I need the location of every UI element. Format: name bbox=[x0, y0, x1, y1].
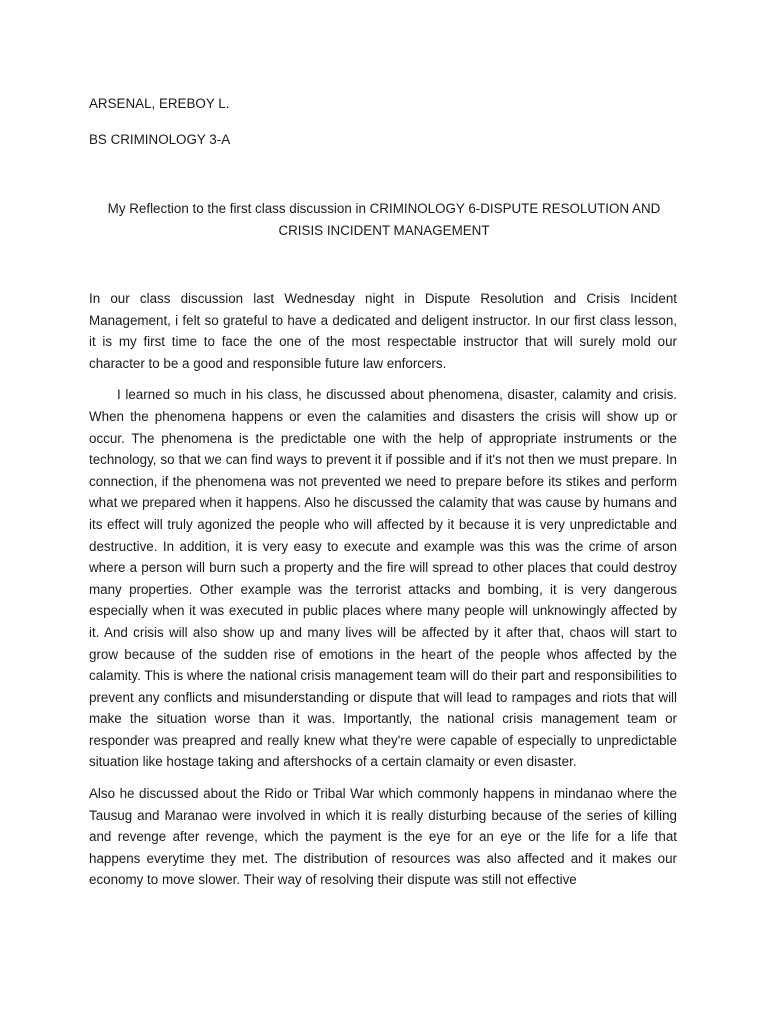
reflection-title: My Reflection to the first class discussion in CRIMINOLOGY 6-DISPUTE RESOLUTION AND CRISIS INCIDENT MANAGEMENT bbox=[107, 201, 661, 238]
paragraph-2: I learned so much in his class, he discussed about phenomena, disaster, calamity and crisis. When the phenomena happens or even the calamities and disasters the crisis will show up or occur. The phenomena is the predictable one with the help of appropriate instruments or the technology, so that we can find ways to prevent it if possible and if it's not then we must prepare. In connection, if the phenomena was not prevented we need to prepare before its stikes and perform what we prepared when it happens. Also he discussed the calamity that was cause by humans and its effect will truly agonized the people who will affected by it because it is very unpredictable and destructive. In addition, it is very easy to execute and example was this was the crime of arson where a person will burn such a property and the fire will spread to other places that could destroy many properties. Other example was the terrorist attacks and bombing, it is very dangerous especially when it was executed in public places where many people will unknowingly affected by it. And crisis will also show up and many lives will be affected by it after that, chaos will start to grow because of the sudden rise of emotions in the heart of the people whos affected by the calamity. This is where the national crisis management team will do their part and responsibilities to prevent any conflicts and misunderstanding or dispute that will lead to rampages and riots that will make the situation worse than it was. Importantly, the national crisis management team or responder was preapred and really knew what they're were capable of especially to unpredictable situation like hostage taking and aftershocks of a certain clamaity or even disaster. bbox=[89, 387, 677, 770]
reflection-body bbox=[89, 288, 677, 901]
paragraph-3: Also he discussed about the Rido or Tribal War which commonly happens in mindanao where the Tausug and Maranao were involved in which it is really disturbing because of the series of killing and revenge after revenge, which the payment is the eye for an eye or the life for a life that happens everytime they met. The distribution of resources was also affected and it makes our economy to move slower. Their way of resolving their dispute was still not effective bbox=[89, 786, 677, 888]
course-section: BS CRIMINOLOGY 3-A bbox=[89, 132, 231, 147]
paragraph-1: In our class discussion last Wednesday night in Dispute Resolution and Crisis Incident Management, i felt so grateful to have a dedicated and deligent instructor. In our first class lesson, it is my first time to face the one of the most respectable instructor that will surely mold our character to be a good and responsible future law enforcers. bbox=[89, 291, 677, 371]
student-name: ARSENAL, EREBOY L. bbox=[89, 96, 230, 111]
